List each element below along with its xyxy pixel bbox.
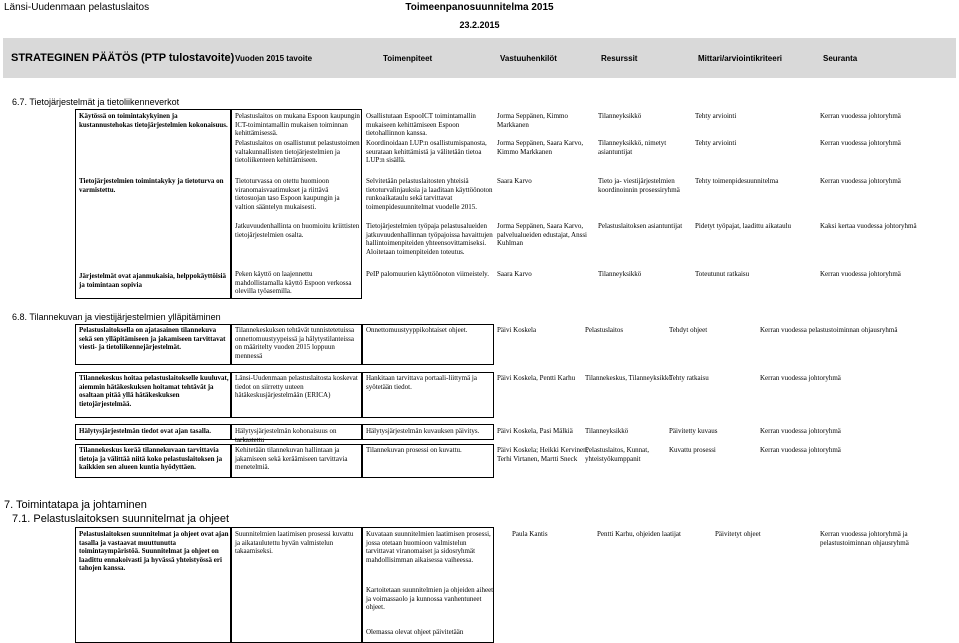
followup-text: Kerran vuodessa johtoryhmä [760, 427, 841, 435]
target-text: Kehitetään tilannekuvan hallintaan ja jakamiseen sekä keräämiseen tarvittavia menetelmiä. [235, 446, 348, 472]
responsible-text: Päivi Koskela [497, 326, 537, 334]
document-title: Toimeenpanosuunnitelma 2015 [405, 2, 554, 13]
followup-text: Kerran vuodessa johtoryhmä [820, 177, 901, 185]
metric-text: Päivitetty kuvaus [669, 427, 718, 435]
responsible-text: Paula Kantis [512, 530, 548, 538]
metric-text: Päivitetyt ohjeet [715, 530, 761, 538]
followup-text: Kerran vuodessa pelastustoiminnan ohjausryhmä [760, 326, 898, 334]
resources-text: Tilanneyksikkö [598, 270, 642, 278]
action-text: Koordinoidaan LUP:n osallistumispanosta, seurataan kehittämistä ja välitetään tietoa LUP:n sisällä. [366, 139, 487, 165]
resources-text: Pelastuslaitoksen asiantuntijat [598, 222, 683, 230]
resources-text: Tilanneyksikkö, nimetyt asiantuntijat [598, 139, 667, 156]
organization-name: Länsi-Uudenmaan pelastuslaitos [4, 2, 150, 13]
action-text: Kartoitetaan suunnitelmien ja ohjeiden aiheet ja voimassaolo ja kunnossa vanhentuneet ohjeet. [366, 586, 494, 612]
metric-text: Tehty arviointi [695, 139, 737, 147]
goal-text: Hälytysjärjestelmän tiedot ovat ajan tasalla. [79, 427, 212, 435]
resources-text: Tilanneyksikkö [585, 427, 629, 435]
responsible-text: Päivi Koskela, Pentti Karhu [497, 374, 576, 382]
action-text: Olemassa olevat ohjeet päivitetään [366, 628, 464, 636]
followup-text: Kerran vuodessa johtoryhmä [820, 112, 901, 120]
section-heading-6-7: 6.7. Tietojärjestelmät ja tietoliikenneverkot [12, 97, 180, 107]
target-text: Länsi-Uudenmaan pelastuslaitosta koskevat tiedot on siirretty uuteen hätäkeskusjärjestelmään (ERICA) [235, 374, 358, 400]
target-text: Jatkuvuudenhallinta on huomioitu kriittisten tietojärjestelmien osalta. [235, 222, 360, 239]
followup-text: Kerran vuodessa johtoryhmä [760, 374, 841, 382]
goal-box-6-7 [75, 109, 231, 299]
column-actions-header: Toimenpiteet [383, 54, 433, 63]
responsible-text: Jorma Seppänen, Saara Karvo, palvelualueiden edustajat, Anssi Kuhlman [497, 222, 588, 248]
column-responsible-header: Vastuuhenkilöt [500, 54, 557, 63]
column-metric-header: Mittari/arviointikriteeri [698, 54, 783, 63]
action-text: Hälytysjärjestelmän kuvauksen päivitys. [366, 427, 480, 435]
target-text: Tilannekeskuksen tehtävät tunnistetetuissa onnettomuustyypeissä ja hälytystilanteissa on määritelty vuoden 2015 loppuun mennessä [235, 326, 355, 360]
resources-text: Tilannekeskus, Tilanneyksikkö [585, 374, 672, 382]
responsible-text: Päivi Koskela; Heikki Kervinen, Terhi Virtanen, Martti Sneck [497, 446, 589, 463]
goal-text: Pelastuslaitoksen suunnitelmat ja ohjeet ovat ajan tasalla ja vastaavat muuttunutta toimintaympäristöä. Suunnitelmat ja ohjeet on laadittu ennakoivasti ja hyvässä yhteistyössä eri tahojen kanssa. [79, 530, 229, 573]
goal-text: Järjestelmät ovat ajanmukaisia, helppokäyttöisiä ja toimintaan sopivia [79, 272, 226, 289]
resources-text: Tieto ja- viestijärjestelmien koordinoinnin prosessiryhmä [598, 177, 680, 194]
target-text: Pelastuslaitos on osallistunut pelastustoimen valtakunnallisten tietojärjestelmien ja tietoliikenteen kehittämiseen. [235, 139, 360, 165]
resources-text: Pelastuslaitos, Kunnat, yhteistyökumppanit [585, 446, 649, 463]
responsible-text: Päivi Koskela, Pasi Mälkiä [497, 427, 573, 435]
metric-text: Toteutunut ratkaisu [695, 270, 750, 278]
followup-text: Kerran vuodessa johtoryhmä [760, 446, 841, 454]
metric-text: Tehdyt ohjeet [669, 326, 708, 334]
action-text: PeIP palomuurien käyttöönoton viimeistely. [366, 270, 489, 278]
subsection-heading-7-1: 7.1. Pelastuslaitoksen suunnitelmat ja ohjeet [12, 513, 230, 525]
metric-text: Kuvattu prosessi [669, 446, 716, 454]
resources-text: Tilanneyksikkö [598, 112, 642, 120]
goal-text: Tietojärjestelmien toimintakyky ja tietoturva on varmistettu. [79, 177, 224, 194]
metric-text: Pidetyt työpajat, laadittu aikataulu [695, 222, 792, 230]
goal-text: Pelastuslaitoksella on ajatasainen tilannekuva sekä sen ylläpitämiseen ja jakamiseen tarvittavat viesti- ja tietoliikennejärjestelmät. [79, 326, 226, 352]
target-text: Hälytysjärjestelmän kohonaisuus on tarkastettu [235, 427, 337, 444]
column-goal-header: Vuoden 2015 tavoite [235, 54, 313, 63]
goal-text: Tilannekeskus kerää tilannekuvaan tarvittavia tietoja ja välittää niitä koko pelastuslaitoksen ja kaikkien sen alueen kuntia hyödyttäen. [79, 446, 223, 472]
resources-text: Pelastuslaitos [585, 326, 624, 334]
goal-text: Käytössä on toimintakykyinen ja kustannustehokas tietojärjestelmien kokonaisuus. [79, 112, 228, 129]
metric-text: Tehty arviointi [695, 112, 737, 120]
action-text: Tietojärjestelmien työpaja pelastusalueiden jatkuvuudenhallinnan työpajoissa havaittujen hallintoimenpiteiden yhteensovittamiseksi. Aloitetaan toimenpiteiden toteutus. [366, 222, 493, 256]
section-heading-7: 7. Toimintatapa ja johtaminen [4, 499, 147, 511]
followup-text: Kaksi kertaa vuodessa johtoryhmä [820, 222, 917, 230]
action-text: Hankitaan tarvittava portaali-liittymä ja syötetään tiedot. [366, 374, 477, 391]
action-text: Osallistutaan EspooICT toimintamallin mukaiseen kehittämiseen Espoon tietohallinnon kanssa. [366, 112, 476, 138]
target-text: Peken käyttö on laajennettu mahdollistamalla käyttö Espoon verkossa olevilla työasemilla. [235, 270, 352, 296]
followup-text: Kerran vuodessa johtoryhmä [820, 139, 901, 147]
column-header-bar [3, 38, 956, 78]
action-text: Kuvataan suunnitelmien laatimisen prosessi, jossa otetaan huomioon valmistelun tarvittavat viranomaiset ja sidosryhmät mahdollisimman aikaisessa vaiheessa. [366, 530, 491, 564]
action-text: Tilannekuvan prosessi on kuvattu. [366, 446, 462, 454]
strategic-decision-header: STRATEGINEN PÄÄTÖS (PTP tulostavoite) [11, 52, 235, 64]
column-followup-header: Seuranta [823, 54, 858, 63]
action-text: Onnettomuustyyppikohtaiset ohjeet. [366, 326, 468, 334]
column-resources-header: Resurssit [601, 54, 638, 63]
followup-text: Kerran vuodessa johtoryhmä [820, 270, 901, 278]
followup-text: Kerran vuodessa johtoryhmä ja pelastustoiminnan ohjausryhmä [820, 530, 909, 547]
section-heading-6-8: 6.8. Tilannekuvan ja viestijärjestelmien ylläpitäminen [12, 312, 221, 322]
metric-text: Tehty ratkaisu [669, 374, 709, 382]
responsible-text: Jorma Seppänen, Kimmo Markkanen [497, 112, 568, 129]
target-text: Suunnitelmien laatimisen prosessi kuvattu ja aikataulutettu hyvän valmistelun takaamiseksi. [235, 530, 354, 556]
target-text: Tietoturvassa on otettu huomioon viranomaisvaatimukset ja riittävä tietosuojan taso Espoon kaupungin ja valtion sääntelyn mukaisesti. [235, 177, 340, 211]
resources-text: Pentti Karhu, ohjeiden laatijat [597, 530, 681, 538]
responsible-text: Saara Karvo [497, 270, 532, 278]
goal-text: Tilannekeskus hoitaa pelastuslaitokselle kuuluvat, aiemmin hätäkeskuksen hoitamat tehtävät ja osaltaan pitää yllä hätäkeskuksen tietojärjestelmää. [79, 374, 229, 408]
responsible-text: Saara Karvo [497, 177, 532, 185]
document-date: 23.2.2015 [459, 20, 500, 30]
metric-text: Tehty toimenpidesuunnitelma [695, 177, 779, 185]
target-text: Pelastuslaitos on mukana Espoon kaupungin ICT-toimintamallin mukaisen toiminnan kehittämisessä. [235, 112, 360, 138]
responsible-text: Jorma Seppänen, Saara Karvo, Kimmo Markkanen [497, 139, 584, 156]
action-text: Selvitetään pelastuslaitosten yhteisiä tietoturvalinjauksia ja laaditaan käyttöönoton runkoaikataulu sekä tarvittavat toimenpidesuunnitelmat vuodelle 2015. [366, 177, 493, 211]
